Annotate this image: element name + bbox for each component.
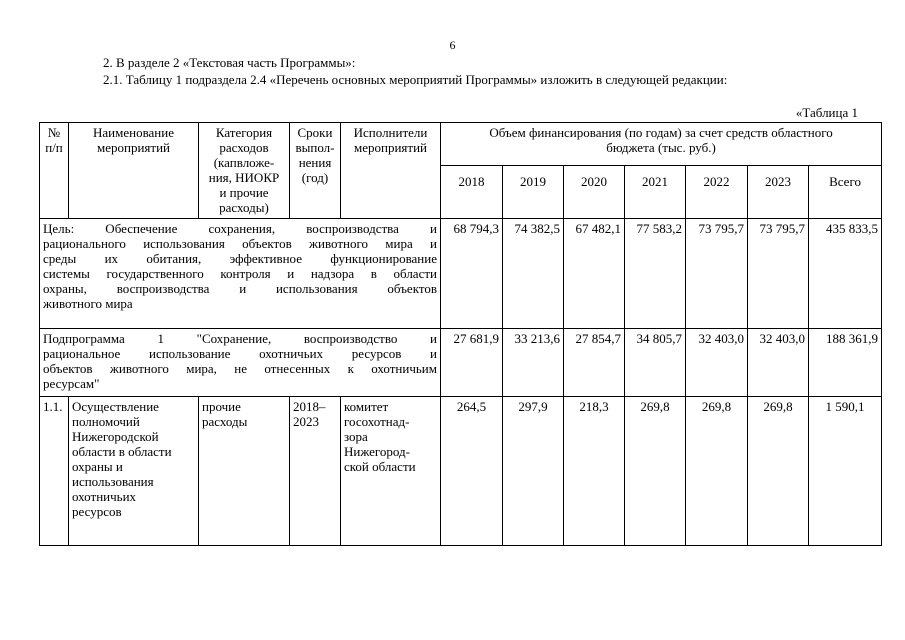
program-measures-table xyxy=(39,122,882,546)
header-year-2023: 2023 xyxy=(748,166,809,219)
goal-value-total: 435 833,5 xyxy=(809,219,882,329)
table-caption: «Таблица 1 xyxy=(795,105,858,120)
task-value-2021: 269,8 xyxy=(625,397,686,546)
task-value-2018: 264,5 xyxy=(441,397,503,546)
header-total: Всего xyxy=(809,166,882,219)
task-terms: 2018– 2023 xyxy=(290,397,341,546)
header-year-2020: 2020 xyxy=(564,166,625,219)
page-number: 6 xyxy=(449,38,456,52)
task-value-2022: 269,8 xyxy=(686,397,748,546)
subprogram-value-total: 188 361,9 xyxy=(809,329,882,397)
subprogram-text: Подпрограмма 1 "Сохранение, воспроизводство и рациональное использование охотничьих ресурсов и объектов животного мира, не отнесенных к охотничьим ресурсам" xyxy=(40,329,441,397)
header-funding: Объем финансирования (по годам) за счет средств областного бюджета (тыс. руб.) xyxy=(441,123,882,166)
goal-value-2022: 73 795,7 xyxy=(686,219,748,329)
task-name: Осуществление полномочий Нижегородской области в области охраны и использования охотничьих ресурсов xyxy=(69,397,199,546)
header-terms: Сроки выпол- нения (год) xyxy=(290,123,341,219)
table-row-task xyxy=(40,397,882,546)
task-value-2020: 218,3 xyxy=(564,397,625,546)
header-year-2022: 2022 xyxy=(686,166,748,219)
task-value-total: 1 590,1 xyxy=(809,397,882,546)
table-row-subprogram xyxy=(40,329,882,397)
goal-text: Цель: Обеспечение сохранения, воспроизводства и рационального использования объектов животного мира и среды их обитания, эффективное функционирование системы государственного контроля и надзора в области охраны, воспроизводства и использования объектов животного мира xyxy=(40,219,441,329)
subprogram-value-2023: 32 403,0 xyxy=(748,329,809,397)
header-name: Наименование мероприятий xyxy=(69,123,199,219)
task-executor: комитет госохотнад- зора Нижегород- ской области xyxy=(341,397,441,546)
subprogram-value-2019: 33 213,6 xyxy=(503,329,564,397)
subprogram-value-2018: 27 681,9 xyxy=(441,329,503,397)
header-year-2021: 2021 xyxy=(625,166,686,219)
header-year-2019: 2019 xyxy=(503,166,564,219)
task-value-2019: 297,9 xyxy=(503,397,564,546)
header-executors: Исполнители мероприятий xyxy=(341,123,441,219)
task-value-2023: 269,8 xyxy=(748,397,809,546)
subprogram-value-2022: 32 403,0 xyxy=(686,329,748,397)
header-num: № п/п xyxy=(40,123,69,219)
header-category: Категория расходов (капвложе- ния, НИОКР и прочие расходы) xyxy=(199,123,290,219)
table-row-goal xyxy=(40,219,882,329)
intro-paragraph-1: 2. В разделе 2 «Текстовая часть Программы»: xyxy=(103,55,356,70)
task-num: 1.1. xyxy=(40,397,69,546)
goal-value-2018: 68 794,3 xyxy=(441,219,503,329)
header-year-2018: 2018 xyxy=(441,166,503,219)
task-category: прочие расходы xyxy=(199,397,290,546)
goal-value-2019: 74 382,5 xyxy=(503,219,564,329)
goal-value-2020: 67 482,1 xyxy=(564,219,625,329)
intro-paragraph-2: 2.1. Таблицу 1 подраздела 2.4 «Перечень основных мероприятий Программы» изложить в следующей редакции: xyxy=(103,72,728,87)
goal-value-2021: 77 583,2 xyxy=(625,219,686,329)
subprogram-value-2020: 27 854,7 xyxy=(564,329,625,397)
subprogram-value-2021: 34 805,7 xyxy=(625,329,686,397)
goal-value-2023: 73 795,7 xyxy=(748,219,809,329)
